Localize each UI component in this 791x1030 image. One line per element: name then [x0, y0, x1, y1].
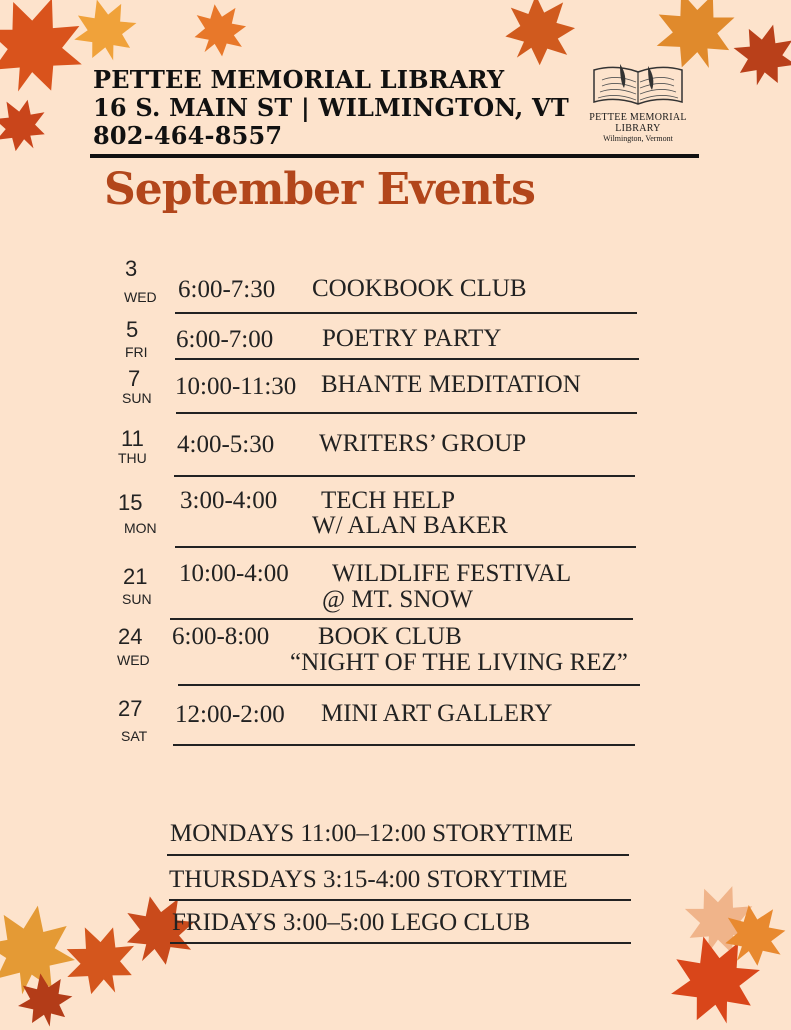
- maple-leaf-decoration-top-left-4: [0, 90, 50, 160]
- recurring-divider: [167, 854, 629, 856]
- event-name: POETRY PARTY: [322, 325, 502, 352]
- event-divider: [174, 475, 635, 477]
- recurring-item: THURSDAYS 3:15-4:00 STORYTIME: [169, 866, 568, 893]
- event-divider: [175, 312, 637, 314]
- event-name: TECH HELP: [321, 487, 456, 514]
- event-name: MINI ART GALLERY: [321, 700, 553, 727]
- event-name-line-2: @ MT. SNOW: [322, 586, 474, 613]
- event-day: 15: [118, 490, 143, 515]
- event-day: 21: [123, 564, 148, 589]
- library-header: [93, 66, 593, 150]
- event-name: BHANTE MEDITATION: [321, 371, 581, 398]
- recurring-item: MONDAYS 11:00–12:00 STORYTIME: [170, 820, 574, 847]
- event-divider: [170, 618, 633, 620]
- logo-line-3: Wilmington, Vermont: [603, 134, 673, 143]
- event-weekday: THU: [118, 450, 147, 466]
- event-weekday: FRI: [125, 344, 148, 360]
- header-divider: [90, 154, 699, 158]
- event-day: 24: [118, 624, 143, 649]
- event-day: 27: [118, 696, 143, 721]
- maple-leaf-decoration-top-left-3: [190, 0, 250, 60]
- recurring-item: FRIDAYS 3:00–5:00 LEGO CLUB: [172, 909, 531, 936]
- event-day: 7: [128, 366, 141, 391]
- event-time: 10:00-4:00: [179, 560, 289, 587]
- event-name-line-2: W/ ALAN BAKER: [312, 512, 508, 539]
- recurring-divider: [170, 942, 631, 944]
- page-title: September Events: [104, 164, 535, 215]
- event-divider: [175, 546, 636, 548]
- event-divider: [176, 412, 637, 414]
- maple-leaf-decoration-bottom-right-3: [720, 900, 790, 970]
- event-day: 3: [125, 256, 138, 281]
- event-weekday: SAT: [121, 728, 148, 744]
- event-divider: [178, 684, 640, 686]
- maple-leaf-decoration-top-left-2: [70, 0, 140, 65]
- recurring-divider: [169, 899, 631, 901]
- event-time: 10:00-11:30: [175, 373, 297, 400]
- event-time: 6:00-8:00: [172, 623, 270, 650]
- event-time: 12:00-2:00: [175, 701, 285, 728]
- event-time: 6:00-7:00: [176, 326, 274, 353]
- event-name-line-2: “NIGHT OF THE LIVING REZ”: [290, 649, 628, 676]
- open-book-icon: [590, 62, 686, 110]
- event-name: COOKBOOK CLUB: [312, 275, 527, 302]
- event-weekday: WED: [117, 652, 150, 668]
- event-weekday: SUN: [122, 390, 152, 406]
- event-day: 5: [126, 317, 139, 342]
- maple-leaf-decoration-top-right: [500, 0, 580, 70]
- logo-line-1: PETTEE MEMORIAL: [589, 112, 687, 123]
- event-time: 4:00-5:30: [177, 431, 275, 458]
- event-name: WRITERS’ GROUP: [319, 430, 527, 457]
- maple-leaf-decoration-top-right-3: [730, 20, 791, 90]
- event-divider: [173, 744, 635, 746]
- event-name: WILDLIFE FESTIVAL: [332, 560, 572, 587]
- event-time: 6:00-7:30: [178, 276, 276, 303]
- maple-leaf-decoration-bottom-left-4: [10, 970, 80, 1030]
- library-address: 16 S. MAIN ST | WILMINGTON, VT: [93, 93, 569, 122]
- logo-line-2: LIBRARY: [615, 123, 661, 134]
- library-name: PETTEE MEMORIAL LIBRARY: [93, 65, 505, 94]
- event-weekday: SUN: [122, 591, 152, 607]
- event-time: 3:00-4:00: [180, 487, 278, 514]
- event-day: 11: [121, 426, 144, 451]
- library-phone: 802-464-8557: [93, 121, 283, 150]
- event-weekday: MON: [124, 520, 157, 536]
- event-weekday: WED: [124, 289, 157, 305]
- event-divider: [175, 358, 639, 360]
- library-logo: [586, 62, 690, 143]
- event-name: BOOK CLUB: [318, 623, 462, 650]
